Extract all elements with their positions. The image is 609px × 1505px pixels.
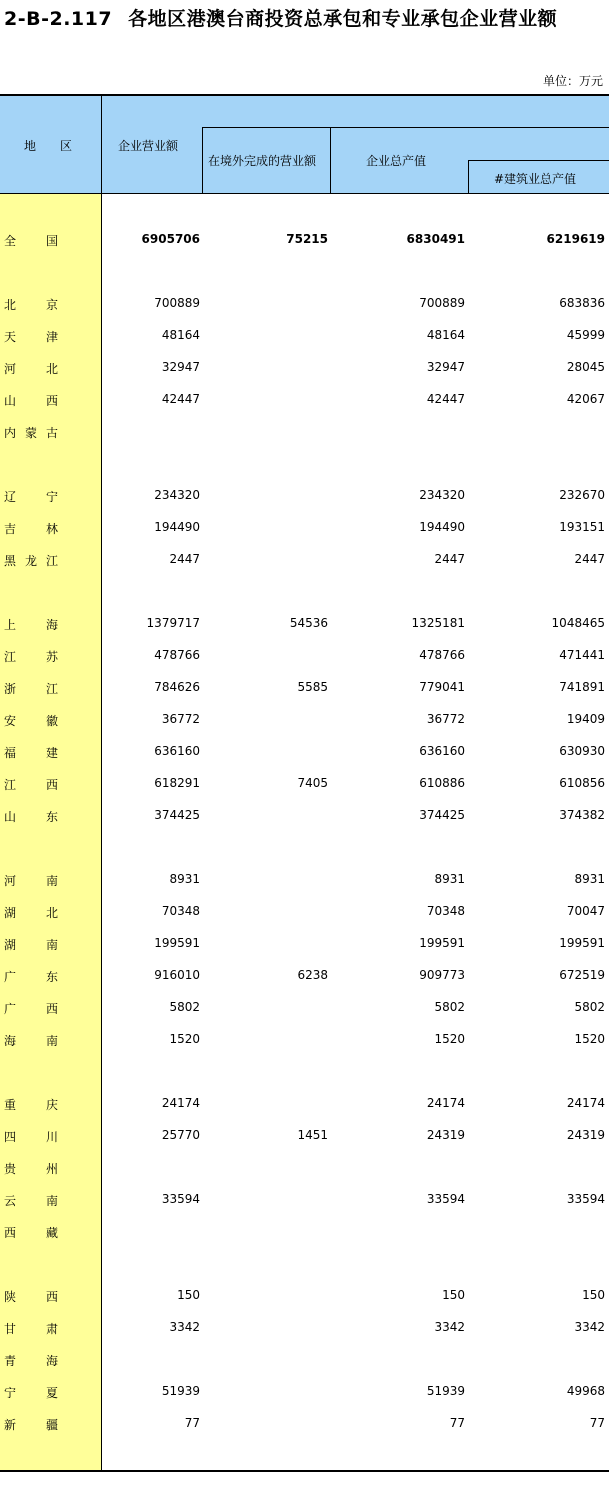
revenue-cell: 1379717	[146, 616, 200, 630]
revenue-cell: 194490	[154, 520, 200, 534]
total-output-cell: 77	[449, 1416, 465, 1430]
region-name: 湖 南	[4, 938, 58, 952]
total-output-cell: 234320	[419, 488, 465, 502]
table-row	[0, 960, 609, 992]
table-row	[0, 1344, 609, 1376]
construction-output-cell: 232670	[559, 488, 605, 502]
total-output-cell: 1325181	[411, 616, 465, 630]
table-row	[0, 1216, 609, 1248]
header-bottom-rule	[0, 193, 609, 194]
total-output-cell: 194490	[419, 520, 465, 534]
total-output-cell: 478766	[419, 648, 465, 662]
table-row	[0, 768, 609, 800]
revenue-cell: 8931	[169, 872, 200, 886]
table-row	[0, 704, 609, 736]
table-row-total	[0, 224, 609, 256]
table-row	[0, 1312, 609, 1344]
region-name: 四 川	[4, 1130, 58, 1144]
total-output-cell: 8931	[434, 872, 465, 886]
construction-output-cell: 70047	[566, 904, 605, 918]
table-row	[0, 1088, 609, 1120]
revenue-cell: 1520	[169, 1032, 200, 1046]
region-name: 内 蒙 古	[4, 426, 58, 440]
construction-output-cell: 1520	[574, 1032, 605, 1046]
total-output-cell: 374425	[419, 808, 465, 822]
revenue-cell: 36772	[161, 712, 200, 726]
region-name: 山 东	[4, 810, 58, 824]
overseas-revenue-cell: 7405	[297, 776, 328, 790]
construction-output-cell: 1048465	[551, 616, 605, 630]
table-row	[0, 864, 609, 896]
revenue-cell: 199591	[154, 936, 200, 950]
table-row	[0, 1120, 609, 1152]
page-title	[4, 4, 557, 34]
region-name: 福 建	[4, 746, 58, 760]
region-name: 河 南	[4, 874, 58, 888]
total-output-cell: 636160	[419, 744, 465, 758]
table-row	[0, 480, 609, 512]
construction-output-cell: 42067	[566, 392, 605, 406]
table-row	[0, 288, 609, 320]
overseas-revenue-cell: 75215	[286, 232, 328, 246]
revenue-cell: 234320	[154, 488, 200, 502]
total-output-cell: 779041	[419, 680, 465, 694]
table-row	[0, 1152, 609, 1184]
region-name: 全 国	[4, 234, 58, 248]
construction-output-cell: 193151	[559, 520, 605, 534]
revenue-cell: 3342	[169, 1320, 200, 1334]
table-row	[0, 992, 609, 1024]
table-row	[0, 320, 609, 352]
header-sub-rule	[468, 160, 609, 161]
region-name: 上 海	[4, 618, 58, 632]
table-code: 2-B-2.117	[4, 8, 113, 30]
table-row	[0, 1376, 609, 1408]
header-revenue: 企业营业额	[118, 139, 179, 153]
construction-output-cell: 374382	[559, 808, 605, 822]
header-top-rule	[0, 94, 609, 96]
overseas-revenue-cell: 1451	[297, 1128, 328, 1142]
total-output-cell: 33594	[426, 1192, 465, 1206]
table-row	[0, 1408, 609, 1440]
revenue-cell: 77	[184, 1416, 200, 1430]
header-divider-1	[202, 127, 203, 193]
revenue-cell: 784626	[154, 680, 200, 694]
construction-output-cell: 672519	[559, 968, 605, 982]
construction-output-cell: 199591	[559, 936, 605, 950]
revenue-cell: 25770	[161, 1128, 200, 1142]
total-output-cell: 24174	[426, 1096, 465, 1110]
construction-output-cell: 610856	[559, 776, 605, 790]
overseas-revenue-cell: 54536	[289, 616, 328, 630]
table-row	[0, 512, 609, 544]
revenue-cell: 636160	[154, 744, 200, 758]
construction-output-cell: 2447	[574, 552, 605, 566]
revenue-cell: 150	[177, 1288, 200, 1302]
table-row	[0, 736, 609, 768]
total-output-cell: 909773	[419, 968, 465, 982]
total-output-cell: 610886	[419, 776, 465, 790]
region-name: 江 西	[4, 778, 58, 792]
region-name: 河 北	[4, 362, 58, 376]
total-output-cell: 24319	[426, 1128, 465, 1142]
construction-output-cell: 28045	[566, 360, 605, 374]
total-output-cell: 36772	[426, 712, 465, 726]
construction-output-cell: 630930	[559, 744, 605, 758]
total-output-cell: 6830491	[406, 232, 465, 246]
header-divider-2	[330, 127, 331, 193]
table-row	[0, 384, 609, 416]
construction-output-cell: 49968	[566, 1384, 605, 1398]
revenue-cell: 618291	[154, 776, 200, 790]
total-output-cell: 32947	[426, 360, 465, 374]
total-output-cell: 48164	[426, 328, 465, 342]
region-name: 青 海	[4, 1354, 58, 1368]
revenue-cell: 32947	[161, 360, 200, 374]
header-divider-3	[468, 160, 469, 193]
region-name: 甘 肃	[4, 1322, 58, 1336]
construction-output-cell: 3342	[574, 1320, 605, 1334]
revenue-cell: 48164	[161, 328, 200, 342]
region-name: 西 藏	[4, 1226, 58, 1240]
header-overseas-revenue: 在境外完成的营业额	[208, 154, 317, 168]
region-name: 云 南	[4, 1194, 58, 1208]
table-row	[0, 896, 609, 928]
table-row	[0, 608, 609, 640]
table-row	[0, 1184, 609, 1216]
revenue-cell: 2447	[169, 552, 200, 566]
construction-output-cell: 6219619	[546, 232, 605, 246]
region-name: 辽 宁	[4, 490, 58, 504]
revenue-cell: 374425	[154, 808, 200, 822]
construction-output-cell: 8931	[574, 872, 605, 886]
total-output-cell: 199591	[419, 936, 465, 950]
header-construction-output: #建筑业总产值	[494, 172, 577, 186]
region-name: 新 疆	[4, 1418, 58, 1432]
revenue-cell: 42447	[161, 392, 200, 406]
construction-output-cell: 45999	[566, 328, 605, 342]
construction-output-cell: 24319	[566, 1128, 605, 1142]
table-row	[0, 1024, 609, 1056]
region-name: 贵 州	[4, 1162, 58, 1176]
region-name: 吉 林	[4, 522, 58, 536]
total-output-cell: 3342	[434, 1320, 465, 1334]
table-row	[0, 672, 609, 704]
revenue-cell: 478766	[154, 648, 200, 662]
revenue-cell: 33594	[161, 1192, 200, 1206]
construction-output-cell: 150	[582, 1288, 605, 1302]
overseas-revenue-cell: 6238	[297, 968, 328, 982]
construction-output-cell: 471441	[559, 648, 605, 662]
total-output-cell: 51939	[426, 1384, 465, 1398]
construction-output-cell: 5802	[574, 1000, 605, 1014]
table-title: 各地区港澳台商投资总承包和专业承包企业营业额	[128, 8, 558, 30]
construction-output-cell: 19409	[566, 712, 605, 726]
total-output-cell: 700889	[419, 296, 465, 310]
table-row	[0, 416, 609, 448]
revenue-cell: 70348	[161, 904, 200, 918]
table-row	[0, 544, 609, 576]
region-name: 湖 北	[4, 906, 58, 920]
construction-output-cell: 24174	[566, 1096, 605, 1110]
region-name: 海 南	[4, 1034, 58, 1048]
header-total-output: 企业总产值	[366, 154, 427, 168]
header-mid-rule	[202, 127, 609, 128]
construction-output-cell: 77	[589, 1416, 605, 1430]
table-bottom-rule	[0, 1470, 609, 1472]
total-output-cell: 2447	[434, 552, 465, 566]
overseas-revenue-cell: 5585	[297, 680, 328, 694]
construction-output-cell: 33594	[566, 1192, 605, 1206]
region-name: 安 徽	[4, 714, 58, 728]
region-name: 天 津	[4, 330, 58, 344]
region-name: 宁 夏	[4, 1386, 58, 1400]
table-row	[0, 352, 609, 384]
total-output-cell: 42447	[426, 392, 465, 406]
revenue-cell: 700889	[154, 296, 200, 310]
total-output-cell: 150	[442, 1288, 465, 1302]
total-output-cell: 70348	[426, 904, 465, 918]
revenue-cell: 51939	[161, 1384, 200, 1398]
region-name: 北 京	[4, 298, 58, 312]
region-name: 陕 西	[4, 1290, 58, 1304]
table-row	[0, 928, 609, 960]
region-name: 浙 江	[4, 682, 58, 696]
revenue-cell: 5802	[169, 1000, 200, 1014]
revenue-cell: 24174	[161, 1096, 200, 1110]
region-name: 江 苏	[4, 650, 58, 664]
table-row	[0, 640, 609, 672]
table-row	[0, 800, 609, 832]
construction-output-cell: 741891	[559, 680, 605, 694]
region-name: 广 西	[4, 1002, 58, 1016]
table-row	[0, 1280, 609, 1312]
construction-output-cell: 683836	[559, 296, 605, 310]
region-name: 重 庆	[4, 1098, 58, 1112]
revenue-cell: 916010	[154, 968, 200, 982]
total-output-cell: 5802	[434, 1000, 465, 1014]
region-name: 黑 龙 江	[4, 554, 58, 568]
region-name: 山 西	[4, 394, 58, 408]
unit-label: 单位：万元	[542, 74, 603, 88]
revenue-cell: 6905706	[141, 232, 200, 246]
region-name: 广 东	[4, 970, 58, 984]
header-region: 地 区	[24, 139, 73, 153]
total-output-cell: 1520	[434, 1032, 465, 1046]
